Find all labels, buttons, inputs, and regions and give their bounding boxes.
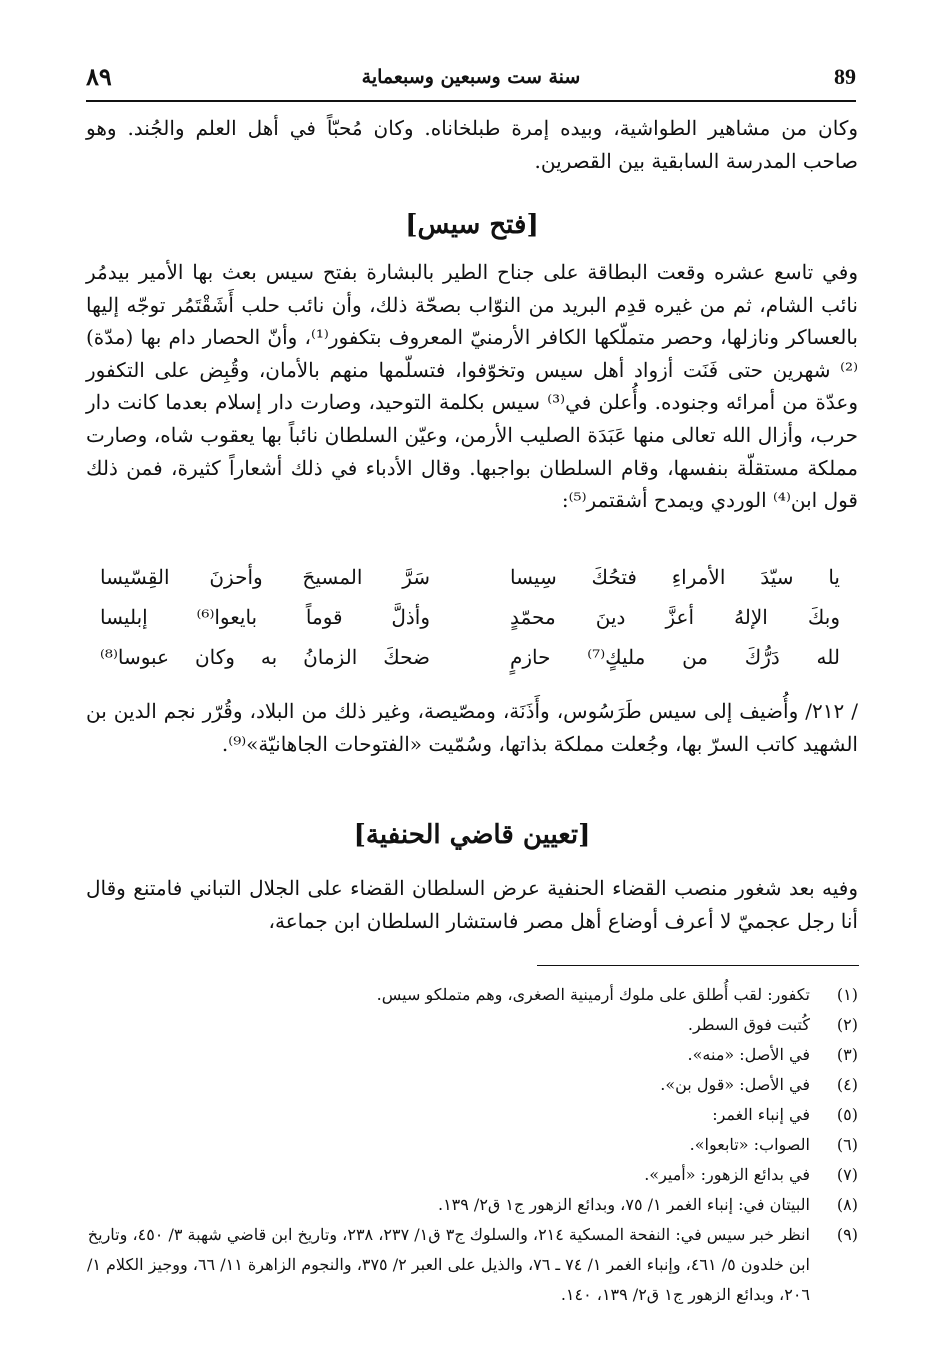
footnotes — [86, 980, 858, 1310]
section1-paragraph: وفي تاسع عشره وقعت البطاقة على جناح الطير بالبشارة بفتح سيس بعث بها الأمير بيدمُر نائب الشام، ثم من غيره قدِم البريد من النوّاب بصحّة ذلك، وأن نائب حلب أَشَقْتَمُر توجّه إليها بالعساكر ونازلها، وحصر متملّكها الكافر الأرمنيّ المعروف بتكفور⁽¹⁾، وأنّ الحصار دام بها (مدّة)⁽²⁾ شهرين حتى فَنَت أزواد أهل سيس وتخوّفوا، فتسلّمها منهم بالأمان، وقُبِض على التكفور وعدّة من أمرائه وجنوده. وأُعلن في⁽³⁾ سيس بكلمة التوحيد، وصارت دار إسلام بعدما كانت دار حرب، وأزال الله تعالى منها عَبَدَة الصليب الأرمن، وعيّن السلطان نائباً بها يعقوب شاه، وصارت مملكة مستقلّة بنفسها، وقام السلطان بواجبها. وقال الأدباء في ذلك أشعاراً كثيرة، فمن ذلك قول ابن⁽⁴⁾ الوردي ويمدح أشقتمر⁽⁵⁾: — [86, 260, 858, 513]
footnote-text: كُتبت فوق السطر. — [687, 1015, 810, 1034]
footnote-text: الصواب: «تابعوا». — [689, 1135, 810, 1154]
page-number-arabic: ٨٩ — [86, 62, 112, 91]
hemistich-second: سَرَّ المسيحَ وأحزنَ القِسّيسا — [100, 565, 430, 589]
footnote-text: في الأصل: «قول بن». — [660, 1075, 810, 1094]
footnote-number: (٤) — [836, 1075, 858, 1094]
poem-verse — [100, 605, 840, 645]
footnote-separator — [537, 965, 859, 966]
footnote-text: تكفور: لقب أُطلق على ملوك أرمينية الصغرى، وهم متملكو سيس. — [376, 985, 810, 1004]
footnote-text: انظر خبر سيس في: النفحة المسكية ٢١٤، والسلوك ج٣ ق١/ ٢٣٧، ٢٣٨، وتاريخ ابن قاضي شهبة ٣/ ٤٥٠، وتاريخ ابن خلدون ٥/ ٤٦١، وإنباء الغمر ١/ ٧٤ ـ ٧٦، والذيل على العبر ٢/ ٣٧٥، والنجوم الزاهرة ١١/ ٦٦، ووجيز الكلام ١/ ٢٠٦، وبدائع الزهور ج١ ق٢/ ١٣٩، ١٤٠. — [86, 1225, 810, 1304]
footnote — [86, 1160, 858, 1190]
footnote-number: (٧) — [836, 1165, 858, 1184]
poem — [100, 565, 840, 685]
footnote-number: (٩) — [836, 1225, 858, 1244]
footnote-number: (٢) — [836, 1015, 858, 1034]
footnote — [86, 1190, 858, 1220]
hemistich-first: وبكَ الإلهُ أعزَّ دينَ محمّدٍ — [510, 605, 840, 629]
running-title: سنة ست وسبعين وسبعماية — [361, 66, 581, 88]
poem-verse — [100, 565, 840, 605]
poem-verse — [100, 645, 840, 685]
footnote — [86, 1100, 858, 1130]
hemistich-second: ضحكَ الزمانُ به وكان عبوسا⁽⁸⁾ — [100, 645, 430, 669]
section-title-hanafi-judge: [تعيين قاضي الحنفية] — [353, 820, 591, 850]
footnote — [86, 1130, 858, 1160]
section2-paragraph: وفيه بعد شغور منصب القضاء الحنفية عرض السلطان القضاء على الجلال التباني فامتنع وقال أنا رجل عجميّ لا أعرف أوضاع أهل مصر فاستشار السلطان ابن جماعة، — [86, 876, 858, 933]
footnote — [86, 980, 858, 1010]
section-title-fath-sis: [فتح سيس] — [405, 210, 539, 240]
footnote-number: (٨) — [836, 1195, 858, 1214]
footnote-text: في إنباء الغمر: — [712, 1105, 810, 1124]
section1-paragraph-2: / ٢١٢/ وأُضيف إلى سيس طَرَسُوس، وأَذَنَة، ومصّيصة، وغير ذلك من البلاد، وقُرّر نجم الدين بن الشهيد كاتب السرّ بها، وجُعلت مملكة بذاتها، وسُمّيت «الفتوحات الجاهانيّة»⁽⁹⁾. — [86, 699, 858, 756]
footnote — [86, 1040, 858, 1070]
footnote — [86, 1070, 858, 1100]
footnote-number: (١) — [836, 985, 858, 1004]
footnote-text: في الأصل: «منه». — [687, 1045, 810, 1064]
page-number-latin: 89 — [834, 64, 856, 89]
footnote-number: (٥) — [836, 1105, 858, 1124]
hemistich-first: لله دَرُّكَ من مليكٍ⁽⁷⁾ حازمٍ — [510, 645, 840, 669]
hemistich-first: يا سيّدَ الأمراءِ فتحُكَ سِيسا — [510, 565, 840, 589]
hemistich-second: وأذلَّ قوماً بايعوا⁽⁶⁾ إبليسا — [100, 605, 431, 629]
footnote-number: (٦) — [836, 1135, 858, 1154]
footnote-text: في بدائع الزهور: «أمير». — [644, 1165, 810, 1184]
footnote — [86, 1220, 858, 1310]
page-header — [86, 60, 856, 102]
intro-paragraph: وكان من مشاهير الطواشية، وبيده إمرة طبلخاناه. وكان مُحبّاً في أهل العلم والجُند. وهو صاحب المدرسة السابقية بين القصرين. — [86, 116, 858, 173]
footnote — [86, 1010, 858, 1040]
footnote-number: (٣) — [836, 1045, 858, 1064]
footnote-text: البيتان في: إنباء الغمر ١/ ٧٥، وبدائع الزهور ج١ ق٢/ ١٣٩. — [437, 1195, 810, 1214]
